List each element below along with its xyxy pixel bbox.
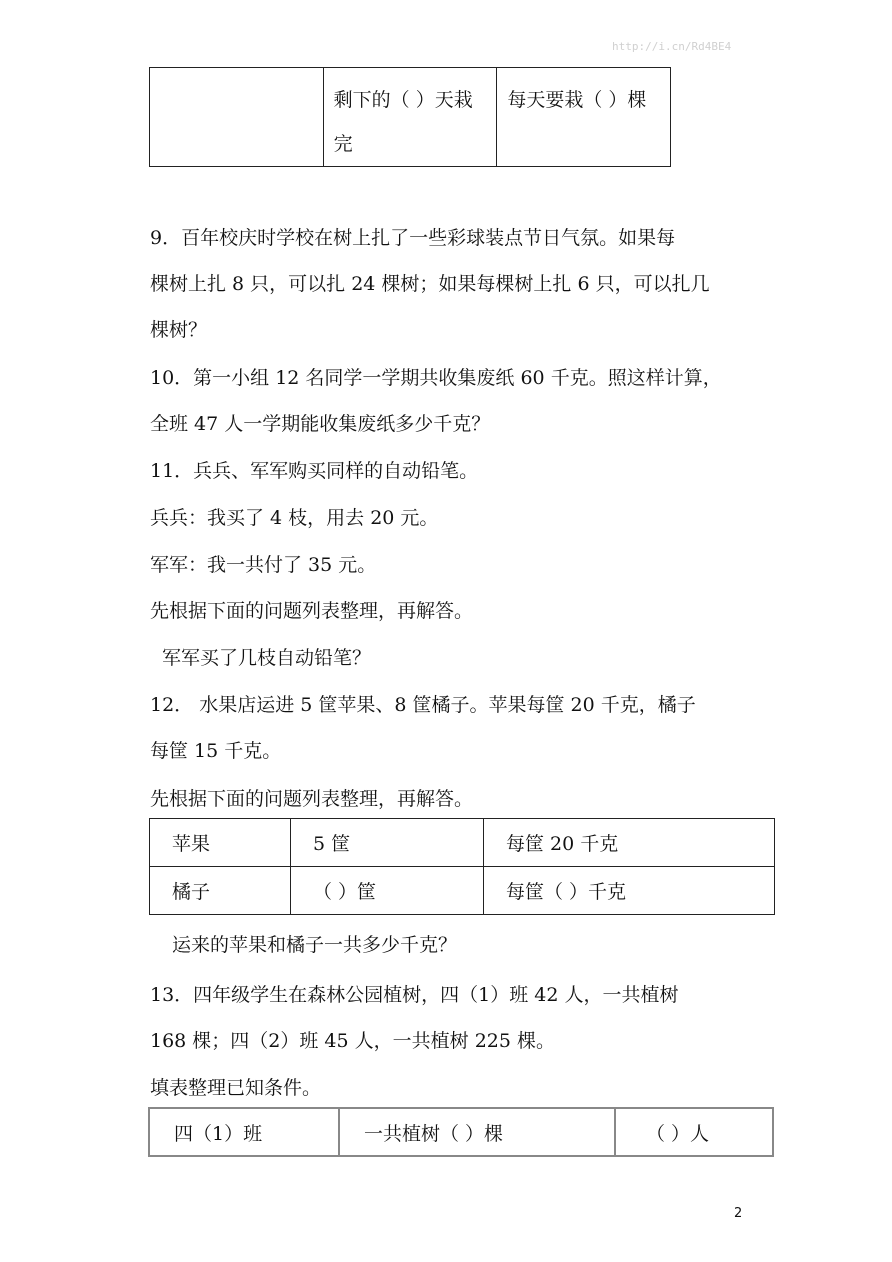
table-cell: 每筐 20 千克: [484, 819, 775, 867]
question-11-line-2: 兵兵：我买了 4 枝，用去 20 元。: [150, 507, 439, 529]
table-class: [148, 1107, 774, 1157]
watermark-url: http://i.cn/Rd4BE4: [612, 40, 732, 53]
question-10-line-2: 全班 47 人一学期能收集废纸多少千克？: [150, 413, 491, 435]
table-fruit: [149, 818, 775, 915]
table-tree-planting: [149, 67, 671, 167]
table-cell: （ ）人: [615, 1108, 773, 1156]
table-cell: 橘子: [150, 867, 291, 915]
table-cell: [150, 68, 324, 167]
question-9-line-2: 棵树上扎 8 只，可以扎 24 棵树；如果每棵树上扎 6 只，可以扎几: [150, 273, 710, 295]
table-row: [149, 1108, 773, 1156]
table-cell: 5 筐: [291, 819, 484, 867]
table-row: [150, 68, 671, 167]
question-12-line-3: 先根据下面的问题列表整理，再解答。: [150, 788, 474, 810]
table-cell: 剩下的（ ）天栽完: [323, 68, 497, 167]
table-cell: 每天要栽（ ）棵: [497, 68, 671, 167]
table-row: [150, 819, 775, 867]
question-9-line-1: 9．百年校庆时学校在树上扎了一些彩球装点节日气氛。如果每: [150, 227, 676, 249]
question-13-line-1: 13．四年级学生在森林公园植树，四（1）班 42 人，一共植树: [150, 984, 679, 1006]
question-9-line-3: 棵树？: [150, 319, 208, 341]
page-number: 2: [734, 1206, 743, 1221]
question-11-line-5: 军军买了几枝自动铅笔？: [162, 647, 372, 669]
question-12-line-4: 运来的苹果和橘子一共多少千克？: [172, 934, 458, 956]
question-11-line-4: 先根据下面的问题列表整理，再解答。: [150, 600, 474, 622]
table-cell: 一共植树（ ）棵: [339, 1108, 615, 1156]
table-cell: 每筐（ ）千克: [484, 867, 775, 915]
question-10-line-1: 10．第一小组 12 名同学一学期共收集废纸 60 千克。照这样计算，: [150, 367, 722, 389]
question-13-line-3: 填表整理已知条件。: [150, 1077, 322, 1099]
table-cell: 苹果: [150, 819, 291, 867]
question-13-line-2: 168 棵；四（2）班 45 人，一共植树 225 棵。: [150, 1030, 555, 1052]
table-cell: 四（1）班: [149, 1108, 339, 1156]
question-12-line-1: 12． 水果店运进 5 筐苹果、8 筐橘子。苹果每筐 20 千克，橘子: [150, 694, 696, 716]
table-cell: （ ）筐: [291, 867, 484, 915]
table-row: [150, 867, 775, 915]
question-11-line-1: 11．兵兵、军军购买同样的自动铅笔。: [150, 460, 479, 482]
question-11-line-3: 军军：我一共付了 35 元。: [150, 554, 377, 576]
question-12-line-2: 每筐 15 千克。: [150, 740, 282, 762]
